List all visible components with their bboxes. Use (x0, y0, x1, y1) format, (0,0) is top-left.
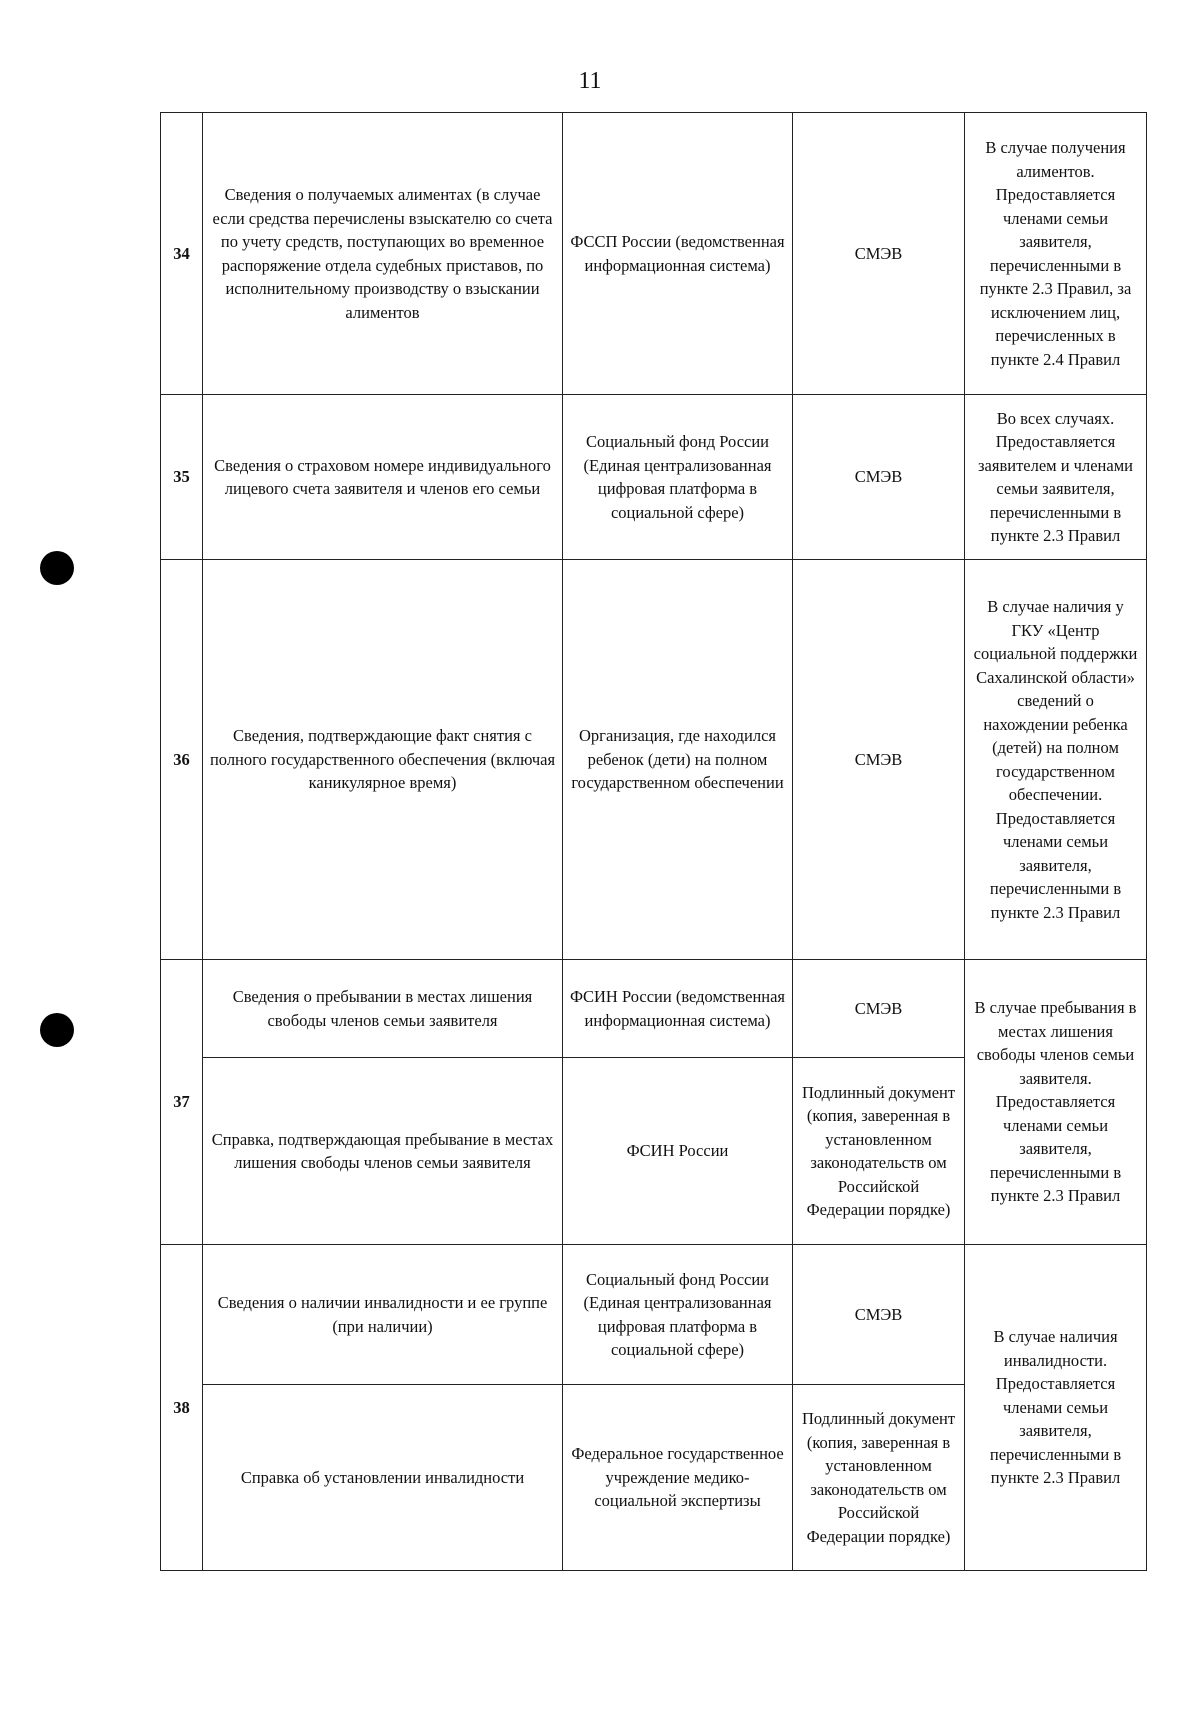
punch-hole-mark (40, 551, 74, 585)
document-source: Социальный фонд России (Единая централизованная цифровая платформа в социальной сфере) (563, 395, 793, 560)
row-number: 34 (161, 113, 203, 395)
document-description: Сведения о пребывании в местах лишения свободы членов семьи заявителя (203, 960, 563, 1058)
submission-condition: В случае пребывания в местах лишения свободы членов семьи заявителя. Предоставляется членами семьи заявителя, перечисленными в пункте 2.3 Правил (965, 960, 1147, 1245)
document-description: Сведения, подтверждающие факт снятия с полного государственного обеспечения (включая каникулярное время) (203, 560, 563, 960)
row-number: 38 (161, 1245, 203, 1571)
table-row (161, 960, 1147, 1058)
submission-method: СМЭВ (793, 395, 965, 560)
document-description: Справка, подтверждающая пребывание в местах лишения свободы членов семьи заявителя (203, 1058, 563, 1245)
submission-method: Подлинный документ (копия, заверенная в установленном законодательств ом Российской Федерации порядке) (793, 1058, 965, 1245)
document-source: Федеральное государственное учреждение медико-социальной экспертизы (563, 1385, 793, 1571)
submission-method: СМЭВ (793, 560, 965, 960)
document-description: Справка об установлении инвалидности (203, 1385, 563, 1571)
submission-method: Подлинный документ (копия, заверенная в установленном законодательств ом Российской Федерации порядке) (793, 1385, 965, 1571)
page-number: 11 (578, 68, 602, 94)
submission-method: СМЭВ (793, 960, 965, 1058)
document-source: Социальный фонд России (Единая централизованная цифровая платформа в социальной сфере) (563, 1245, 793, 1385)
table-row (161, 395, 1147, 560)
documents-table (160, 112, 1147, 1571)
document-description: Сведения о наличии инвалидности и ее группе (при наличии) (203, 1245, 563, 1385)
submission-condition: В случае наличия инвалидности. Предоставляется членами семьи заявителя, перечисленными в пункте 2.3 Правил (965, 1245, 1147, 1571)
row-number: 36 (161, 560, 203, 960)
document-source: Организация, где находился ребенок (дети) на полном государственном обеспечении (563, 560, 793, 960)
submission-method: СМЭВ (793, 113, 965, 395)
punch-hole-mark (40, 1013, 74, 1047)
row-number: 35 (161, 395, 203, 560)
table-row (161, 1245, 1147, 1385)
table-row (161, 560, 1147, 960)
document-source: ФСИН России (ведомственная информационная система) (563, 960, 793, 1058)
submission-condition: Во всех случаях. Предоставляется заявителем и членами семьи заявителя, перечисленными в пункте 2.3 Правил (965, 395, 1147, 560)
table-row (161, 113, 1147, 395)
row-number: 37 (161, 960, 203, 1245)
submission-condition: В случае наличия у ГКУ «Центр социальной поддержки Сахалинской области» сведений о нахождении ребенка (детей) на полном государственном обеспечении. Предоставляется членами семьи заявителя, перечисленными в пункте 2.3 Правил (965, 560, 1147, 960)
document-source: ФСИН России (563, 1058, 793, 1245)
submission-method: СМЭВ (793, 1245, 965, 1385)
submission-condition: В случае получения алиментов. Предоставляется членами семьи заявителя, перечисленными в пункте 2.3 Правил, за исключением лиц, перечисленных в пункте 2.4 Правил (965, 113, 1147, 395)
document-description: Сведения о страховом номере индивидуального лицевого счета заявителя и членов его семьи (203, 395, 563, 560)
document-description: Сведения о получаемых алиментах (в случае если средства перечислены взыскателю со счета по учету средств, поступающих во временное распоряжение отдела судебных приставов, по исполнительному производству о взыскании алиментов (203, 113, 563, 395)
document-source: ФССП России (ведомственная информационная система) (563, 113, 793, 395)
